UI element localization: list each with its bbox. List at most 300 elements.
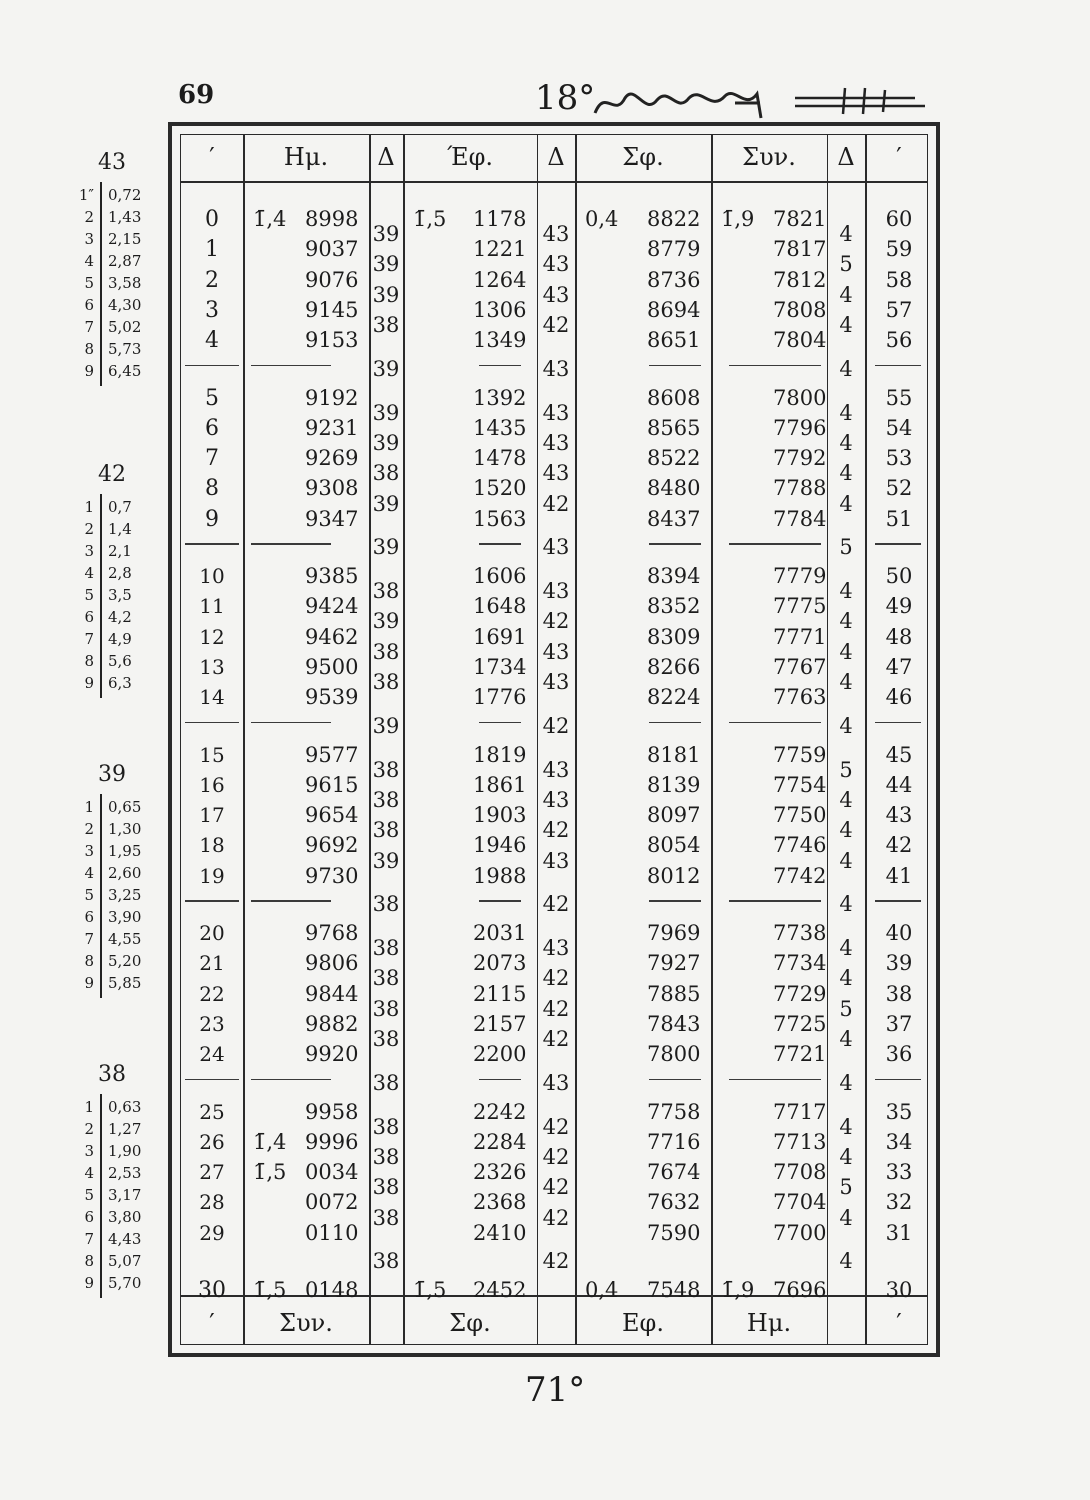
pp-value: 3,25	[108, 886, 142, 904]
cot-value: 7716	[647, 1129, 701, 1154]
pp-value: 4,43	[108, 1230, 142, 1248]
sin-value: 9654	[305, 803, 359, 828]
cot-value: 8522	[647, 446, 701, 471]
pp-digit: 5	[84, 886, 94, 904]
reverse-minute-value: 38	[885, 981, 913, 1006]
cot-value: 7927	[647, 951, 701, 976]
sin-value: 9768	[305, 921, 359, 945]
group-separator	[729, 722, 821, 724]
difference-value: 43	[542, 787, 570, 812]
difference-value: 42	[542, 1144, 570, 1169]
cot-value: 8054	[647, 833, 701, 858]
top-angle-heading: 18°	[535, 78, 596, 118]
pp-digit: 3	[84, 1142, 94, 1160]
group-separator	[649, 365, 701, 367]
difference-value: 38	[372, 966, 400, 991]
difference-value: 4	[839, 892, 853, 917]
tan-value: 2368	[473, 1190, 527, 1215]
difference-value: 43	[542, 282, 570, 307]
difference-value: 38	[372, 787, 400, 812]
tan-value: 2200	[473, 1042, 527, 1067]
pp-row	[70, 208, 170, 229]
difference-value: 39	[372, 848, 400, 873]
cot-value: 7758	[647, 1099, 701, 1124]
pp-digit: 3	[84, 230, 94, 248]
pp-value: 0,72	[108, 186, 142, 204]
pp-value: 3,58	[108, 274, 142, 292]
group-separator	[479, 900, 521, 902]
reverse-minute-value: 57	[885, 297, 913, 322]
cot-value: 8736	[647, 267, 701, 292]
cos-value: 7704	[773, 1190, 827, 1215]
difference-value: 42	[542, 1114, 570, 1139]
pp-value: 5,85	[108, 974, 142, 992]
minute-value: 7	[205, 446, 219, 472]
difference-value: 38	[372, 1175, 400, 1200]
pp-row	[70, 608, 170, 629]
pp-digit: 3	[84, 542, 94, 560]
minute-value: 10	[199, 564, 225, 588]
difference-value: 38	[372, 1249, 400, 1274]
difference-value: 4	[839, 313, 853, 338]
sin-value: 9692	[305, 833, 359, 858]
cos-value: 7796	[773, 415, 827, 440]
footer-minute: ′	[209, 1309, 215, 1337]
pp-row	[70, 864, 170, 885]
difference-value: 38	[372, 313, 400, 338]
tan-value: 1221	[473, 237, 527, 262]
header-rule	[181, 181, 927, 183]
minute-value: 9	[205, 506, 219, 532]
group-separator	[479, 365, 521, 367]
tan-value: 1776	[473, 685, 527, 710]
pp-row	[70, 842, 170, 863]
pp-digit: 7	[84, 930, 94, 948]
pp-row	[70, 674, 170, 695]
pp-value: 3,17	[108, 1186, 142, 1204]
pp-value: 1,90	[108, 1142, 142, 1160]
pp-row	[70, 340, 170, 361]
pp-header: 42	[98, 462, 126, 487]
group-separator	[479, 722, 521, 724]
tan-value: 1734	[473, 654, 527, 679]
group-separator	[875, 900, 921, 902]
cot-value: 7590	[647, 1220, 701, 1245]
tan-value: 1520	[473, 476, 527, 501]
pp-value: 2,8	[108, 564, 132, 582]
difference-value: 43	[542, 848, 570, 873]
sin-value: 9308	[305, 476, 359, 501]
reverse-minute-value: 36	[885, 1042, 913, 1067]
minute-value: 29	[199, 1220, 225, 1245]
difference-value: 38	[372, 461, 400, 486]
pp-digit: 6	[84, 296, 94, 314]
difference-value: 42	[542, 966, 570, 991]
pp-row	[70, 652, 170, 673]
pp-value: 6,45	[108, 362, 142, 380]
difference-value: 4	[839, 579, 853, 604]
pp-digit: 2	[84, 208, 94, 226]
footer-tan: Εφ.	[622, 1309, 664, 1337]
difference-value: 42	[542, 1175, 570, 1200]
difference-value: 38	[372, 1114, 400, 1139]
pp-row	[70, 798, 170, 819]
cos-value: 7800	[773, 385, 827, 410]
difference-value: 4	[839, 461, 853, 486]
tan-value: 2073	[473, 951, 527, 976]
reverse-minute-value: 39	[885, 951, 913, 976]
cos-value: 7708	[773, 1160, 827, 1185]
group-separator	[875, 543, 921, 545]
difference-value: 4	[839, 713, 853, 738]
header-sin: Ημ.	[283, 143, 329, 171]
sin-value: 9806	[305, 951, 359, 976]
sin-value: 9844	[305, 981, 359, 1006]
pp-digit: 3	[84, 842, 94, 860]
cot-value: 8266	[647, 654, 701, 679]
group-separator	[185, 1079, 239, 1081]
minute-value: 4	[205, 328, 219, 354]
cot-value: 8651	[647, 328, 701, 353]
pp-value: 3,90	[108, 908, 142, 926]
pp-digit: 2	[84, 520, 94, 538]
difference-value: 43	[542, 252, 570, 277]
tan-value: 1178	[473, 207, 527, 231]
column-rule	[403, 135, 405, 1344]
cot-value: 7674	[647, 1160, 701, 1185]
handwritten-scribble	[585, 78, 935, 128]
cot-value: 8608	[647, 385, 701, 410]
pp-digit: 9	[84, 362, 94, 380]
group-separator	[729, 900, 821, 902]
difference-value: 43	[542, 639, 570, 664]
footer-minute-rev: ′	[896, 1309, 902, 1337]
cos-value: 7754	[773, 772, 827, 797]
reverse-minute-value: 48	[885, 624, 913, 649]
header-delta: Δ	[547, 143, 565, 171]
difference-value: 39	[372, 252, 400, 277]
cot-value: 8012	[647, 863, 701, 888]
pp-value: 0,63	[108, 1098, 142, 1116]
group-separator	[185, 722, 239, 724]
tan-value: 1435	[473, 415, 527, 440]
difference-value: 38	[372, 818, 400, 843]
pp-digit: 8	[84, 952, 94, 970]
difference-value: 39	[372, 282, 400, 307]
difference-value: 4	[839, 818, 853, 843]
cot-value: 8565	[647, 415, 701, 440]
minute-value: 18	[199, 833, 225, 858]
sin-value: 9730	[305, 863, 359, 888]
minute-value: 17	[199, 803, 225, 828]
difference-value: 4	[839, 430, 853, 455]
minute-value: 26	[199, 1129, 225, 1154]
cos-value: 7792	[773, 446, 827, 471]
difference-value: 42	[542, 1205, 570, 1230]
cos-value: 7759	[773, 742, 827, 767]
pp-row	[70, 1252, 170, 1273]
difference-value: 4	[839, 356, 853, 381]
group-separator	[649, 1079, 701, 1081]
difference-value: 39	[372, 430, 400, 455]
footer-sin: Ημ.	[746, 1309, 792, 1337]
reverse-minute-value: 60	[885, 207, 913, 231]
cot-characteristic: 0,4	[585, 1278, 619, 1302]
sin-value: 9153	[305, 328, 359, 353]
pp-value: 4,2	[108, 608, 132, 626]
sin-value: 9539	[305, 685, 359, 710]
cos-value: 7779	[773, 564, 827, 588]
pp-row	[70, 274, 170, 295]
group-separator	[649, 722, 701, 724]
tan-value: 2031	[473, 921, 527, 945]
pp-value: 2,87	[108, 252, 142, 270]
header-tan: Έφ.	[446, 143, 494, 171]
sin-value: 9192	[305, 385, 359, 410]
pp-value: 3,80	[108, 1208, 142, 1226]
sin-value: 9037	[305, 237, 359, 262]
minute-value: 22	[199, 981, 225, 1006]
footer-cos: Συν.	[279, 1309, 333, 1337]
difference-value: 42	[542, 313, 570, 338]
reverse-minute-value: 34	[885, 1129, 913, 1154]
pp-value: 1,43	[108, 208, 142, 226]
difference-value: 38	[372, 892, 400, 917]
reverse-minute-value: 43	[885, 803, 913, 828]
pp-value: 0,7	[108, 498, 132, 516]
header-delta: Δ	[377, 143, 395, 171]
reverse-minute-value: 33	[885, 1160, 913, 1185]
sin-value: 0110	[305, 1220, 359, 1245]
cot-value: 7885	[647, 981, 701, 1006]
difference-value: 39	[372, 713, 400, 738]
pp-value: 1,4	[108, 520, 132, 538]
difference-value: 5	[839, 252, 853, 277]
sin-characteristic: 1̄,4	[253, 207, 287, 231]
difference-value: 42	[542, 1249, 570, 1274]
pp-value: 2,15	[108, 230, 142, 248]
difference-value: 43	[542, 222, 570, 247]
sin-value: 0148	[305, 1278, 359, 1302]
tan-value: 1478	[473, 446, 527, 471]
sin-value: 9882	[305, 1011, 359, 1036]
minute-value: 27	[199, 1160, 225, 1185]
reverse-minute-value: 46	[885, 685, 913, 710]
column-rule	[243, 135, 245, 1344]
pp-digit: 9	[84, 1274, 94, 1292]
difference-value: 4	[839, 966, 853, 991]
sin-value: 0072	[305, 1190, 359, 1215]
cot-value: 8437	[647, 506, 701, 531]
reverse-minute-value: 49	[885, 594, 913, 619]
difference-value: 39	[372, 609, 400, 634]
cos-value: 7734	[773, 951, 827, 976]
pp-value: 4,9	[108, 630, 132, 648]
cos-value: 7721	[773, 1042, 827, 1067]
group-separator	[875, 722, 921, 724]
minute-value: 23	[199, 1011, 225, 1036]
pp-row	[70, 630, 170, 651]
pp-row	[70, 1098, 170, 1119]
difference-value: 39	[372, 222, 400, 247]
tan-value: 1264	[473, 267, 527, 292]
difference-value: 42	[542, 713, 570, 738]
difference-value: 4	[839, 1205, 853, 1230]
difference-value: 43	[542, 936, 570, 961]
cot-value: 7632	[647, 1190, 701, 1215]
pp-digit: 4	[84, 864, 94, 882]
pp-digit: 1	[84, 798, 94, 816]
reverse-minute-value: 44	[885, 772, 913, 797]
pp-value: 1,95	[108, 842, 142, 860]
cos-value: 7767	[773, 654, 827, 679]
header-minute: ′	[209, 143, 215, 171]
cos-value: 7742	[773, 863, 827, 888]
sin-characteristic: 1̄,4	[253, 1129, 287, 1154]
cos-characteristic: 1̄,9	[721, 1278, 755, 1302]
minute-value: 5	[205, 385, 219, 411]
difference-value: 38	[372, 670, 400, 695]
cot-value: 8779	[647, 237, 701, 262]
sin-value: 9615	[305, 772, 359, 797]
cot-value: 8224	[647, 685, 701, 710]
pp-header: 38	[98, 1062, 126, 1087]
reverse-minute-value: 51	[885, 506, 913, 531]
pp-row	[70, 886, 170, 907]
group-separator	[185, 365, 239, 367]
group-separator	[479, 543, 521, 545]
tan-value: 2115	[473, 981, 527, 1006]
reverse-minute-value: 53	[885, 446, 913, 471]
cos-characteristic: 1̄,9	[721, 207, 755, 231]
sin-value: 9577	[305, 742, 359, 767]
pp-value: 5,07	[108, 1252, 142, 1270]
cot-value: 8309	[647, 624, 701, 649]
minute-value: 14	[199, 685, 225, 710]
cos-value: 7821	[773, 207, 827, 231]
trig-log-table	[168, 122, 940, 1357]
reverse-minute-value: 47	[885, 654, 913, 679]
cos-value: 7788	[773, 476, 827, 501]
pp-digit: 8	[84, 652, 94, 670]
pp-row	[70, 1120, 170, 1141]
group-separator	[875, 1079, 921, 1081]
group-separator	[875, 365, 921, 367]
difference-value: 43	[542, 670, 570, 695]
page-number: 69	[178, 80, 215, 110]
tan-value: 1392	[473, 385, 527, 410]
pp-header: 39	[98, 762, 126, 787]
pp-row	[70, 252, 170, 273]
reverse-minute-value: 35	[885, 1099, 913, 1124]
cot-value: 8139	[647, 772, 701, 797]
pp-digit: 1	[84, 1098, 94, 1116]
pp-digit: 5	[84, 586, 94, 604]
minute-value: 6	[205, 415, 219, 441]
sin-value: 9500	[305, 654, 359, 679]
difference-value: 38	[372, 1205, 400, 1230]
sin-value: 9269	[305, 446, 359, 471]
group-separator	[185, 900, 239, 902]
column-rule	[711, 135, 713, 1344]
pp-row	[70, 974, 170, 995]
pp-digit: 9	[84, 974, 94, 992]
minute-value: 12	[199, 624, 225, 649]
sin-value: 9145	[305, 297, 359, 322]
pp-value: 5,6	[108, 652, 132, 670]
pp-digit: 2	[84, 1120, 94, 1138]
sin-value: 9920	[305, 1042, 359, 1067]
pp-row	[70, 908, 170, 929]
pp-row	[70, 564, 170, 585]
group-separator	[729, 543, 821, 545]
pp-row	[70, 1274, 170, 1295]
reverse-minute-value: 40	[885, 921, 913, 945]
minute-value: 19	[199, 863, 225, 888]
pp-value: 2,53	[108, 1164, 142, 1182]
pp-row	[70, 952, 170, 973]
difference-value: 4	[839, 639, 853, 664]
pp-row	[70, 186, 170, 207]
cot-value: 8181	[647, 742, 701, 767]
cos-value: 7771	[773, 624, 827, 649]
difference-value: 42	[542, 609, 570, 634]
difference-value: 4	[839, 848, 853, 873]
tan-value: 2410	[473, 1220, 527, 1245]
cos-value: 7804	[773, 328, 827, 353]
pp-digit: 6	[84, 908, 94, 926]
minute-value: 15	[199, 742, 225, 767]
group-separator	[649, 900, 701, 902]
cos-value: 7696	[773, 1278, 827, 1302]
header-cot: Σφ.	[622, 143, 664, 171]
tan-value: 1606	[473, 564, 527, 588]
pp-digit: 9	[84, 674, 94, 692]
tan-value: 2326	[473, 1160, 527, 1185]
cos-value: 7812	[773, 267, 827, 292]
difference-value: 38	[372, 936, 400, 961]
pp-value: 3,5	[108, 586, 132, 604]
sin-value: 9231	[305, 415, 359, 440]
difference-value: 38	[372, 757, 400, 782]
pp-row	[70, 498, 170, 519]
cos-value: 7725	[773, 1011, 827, 1036]
difference-value: 39	[372, 356, 400, 381]
cot-value: 8394	[647, 564, 701, 588]
pp-digit: 4	[84, 564, 94, 582]
pp-digit: 6	[84, 608, 94, 626]
pp-value: 5,70	[108, 1274, 142, 1292]
pp-value: 5,02	[108, 318, 142, 336]
minute-value: 30	[198, 1278, 226, 1303]
pp-row	[70, 1208, 170, 1229]
tan-value: 1648	[473, 594, 527, 619]
difference-value: 5	[839, 757, 853, 782]
difference-value: 4	[839, 282, 853, 307]
tan-characteristic: 1̄,5	[413, 1278, 447, 1302]
pp-digit: 1″	[78, 186, 94, 204]
cot-value: 8694	[647, 297, 701, 322]
column-rule	[575, 135, 577, 1344]
difference-value: 38	[372, 639, 400, 664]
group-separator	[251, 543, 331, 545]
tan-value: 1861	[473, 772, 527, 797]
sin-characteristic: 1̄,5	[253, 1278, 287, 1302]
tan-value: 2242	[473, 1099, 527, 1124]
difference-value: 43	[542, 356, 570, 381]
difference-value: 4	[839, 1249, 853, 1274]
cos-value: 7775	[773, 594, 827, 619]
